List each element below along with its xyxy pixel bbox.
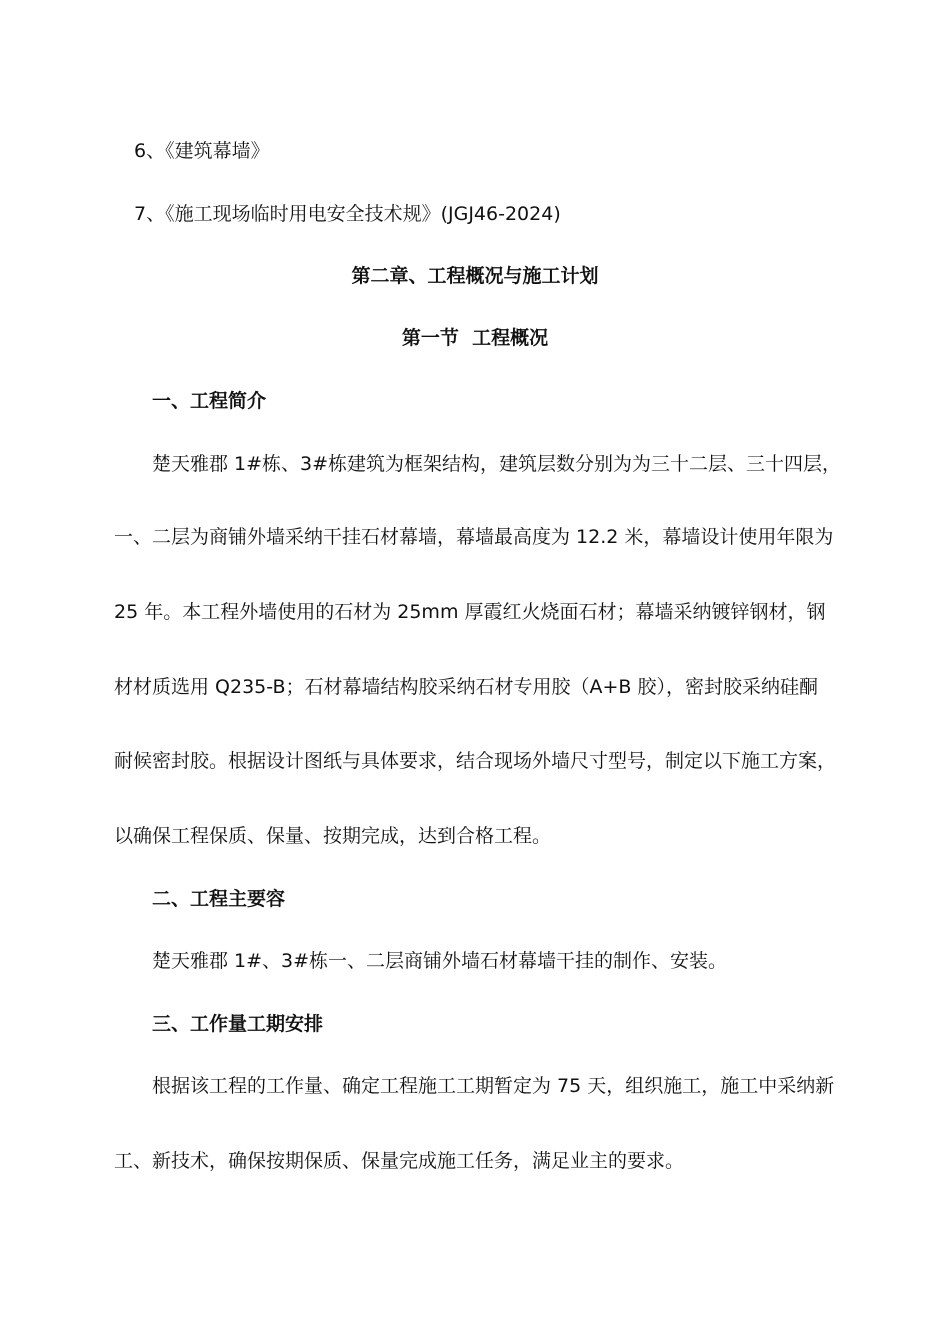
paragraph-line: 以确保工程保质、保量、按期完成，达到合格工程。 bbox=[114, 825, 552, 847]
paragraph-line: 25 年。本工程外墙使用的石材为 25mm 厚霞红火烧面石材；幕墙采纳镀锌钢材，钢 bbox=[114, 601, 826, 623]
section-heading: 三、工作量工期安排 bbox=[152, 1013, 324, 1035]
paragraph-line: 工、新技术，确保按期保质、保量完成施工任务，满足业主的要求。 bbox=[114, 1150, 685, 1172]
section-heading: 一、工程简介 bbox=[152, 390, 267, 412]
paragraph-line: 材材质选用 Q235-B；石材幕墙结构胶采纳石材专用胶（A+B 胶），密封胶采纳硅酮 bbox=[114, 676, 818, 698]
paragraph-line: 根据该工程的工作量、确定工程施工工期暂定为 75 天，组织施工，施工中采纳新 bbox=[152, 1075, 835, 1097]
chapter-title: 第二章、工程概况与施工计划 bbox=[351, 265, 599, 287]
section-heading: 二、工程主要容 bbox=[152, 888, 286, 910]
paragraph-line: 耐候密封胶。根据设计图纸与具体要求，结合现场外墙尺寸型号，制定以下施工方案， bbox=[114, 750, 837, 772]
reference-item: 6、《建筑幕墙》 bbox=[134, 140, 270, 162]
paragraph-line: 楚天雅郡 1#栋、3#栋建筑为框架结构，建筑层数分别为为三十二层、三十四层， bbox=[152, 453, 842, 475]
section-title: 第一节 工程概况 bbox=[401, 327, 549, 349]
paragraph-line: 一、二层为商铺外墙采纳干挂石材幕墙，幕墙最高度为 12.2 米，幕墙设计使用年限为 bbox=[114, 526, 834, 548]
reference-item: 7、《施工现场临时用电安全技术规》(JGJ46-2024) bbox=[134, 203, 561, 225]
paragraph-line: 楚天雅郡 1#、3#栋一、二层商铺外墙石材幕墙干挂的制作、安装。 bbox=[152, 950, 728, 972]
